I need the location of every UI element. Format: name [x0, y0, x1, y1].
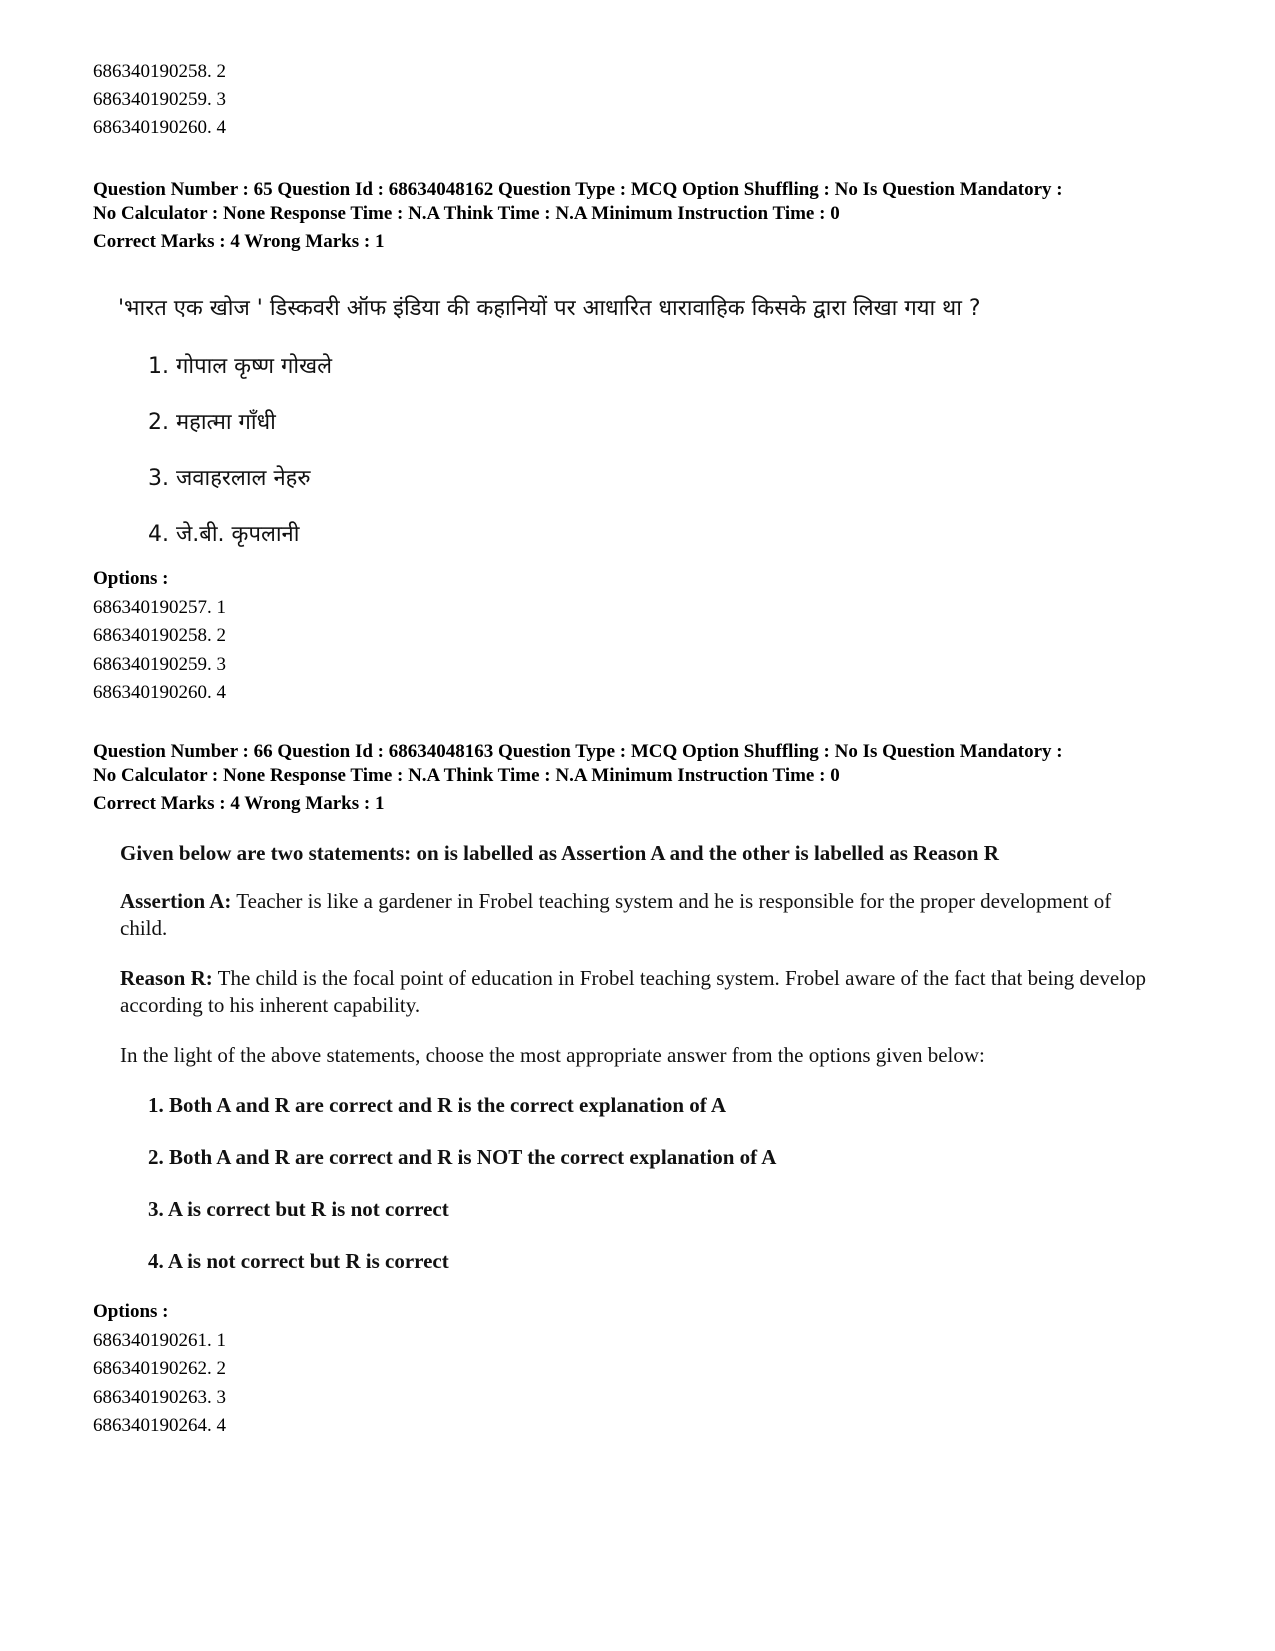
q66-intro: Given below are two statements: on is labelled as Assertion A and the other is labelled as Reason R: [120, 841, 999, 865]
q66-marks: Correct Marks : 4 Wrong Marks : 1: [93, 793, 385, 814]
option-id: 686340190259. 3: [93, 653, 226, 675]
q65-choice-2: 2. महात्मा गाँधी: [148, 410, 276, 435]
q65-header-line2: No Calculator : None Response Time : N.A Think Time : N.A Minimum Instruction Time : 0: [93, 203, 840, 224]
q66-choice-3: 3. A is correct but R is not correct: [148, 1197, 449, 1221]
reason-text: The child is the focal point of education in Frobel teaching system. Frobel aware of the fact that being develop according to his inherent capability.: [120, 966, 1146, 1017]
q65-header: [93, 178, 1203, 226]
q66-header-line2: No Calculator : None Response Time : N.A Think Time : N.A Minimum Instruction Time : 0: [93, 765, 840, 786]
option-id: 686340190262. 2: [93, 1358, 226, 1379]
q65-choice-3: 3. जवाहरलाल नेहरु: [148, 466, 311, 491]
q65-options: [93, 565, 226, 708]
q65-question-text: 'भारत एक खोज ' डिस्कवरी ऑफ इंडिया की कहानियों पर आधारित धारावाहिक किसके द्वारा लिखा गया था ?: [118, 296, 981, 321]
q65-marks: Correct Marks : 4 Wrong Marks : 1: [93, 231, 385, 252]
q66-choice-2: 2. Both A and R are correct and R is NOT the correct explanation of A: [148, 1145, 777, 1169]
q66-reason: [120, 965, 1150, 1019]
q66-assertion: [120, 888, 1150, 942]
assertion-label: Assertion A:: [120, 889, 232, 913]
q66-header-line1: Question Number : 66 Question Id : 68634048163 Question Type : MCQ Option Shuffling : No Is Question Mandatory :: [93, 741, 1063, 762]
option-id: 686340190263. 3: [93, 1386, 226, 1408]
option-id: 686340190261. 1: [93, 1329, 226, 1351]
q65-choice-1: 1. गोपाल कृष्ण गोखले: [148, 354, 333, 379]
option-id: 686340190260. 4: [93, 682, 226, 703]
options-title: Options :: [93, 568, 169, 589]
q65-choice-4: 4. जे.बी. कृपलानी: [148, 522, 300, 547]
q66-choice-4: 4. A is not correct but R is correct: [148, 1249, 449, 1273]
q66-instruction: In the light of the above statements, choose the most appropriate answer from the options given below:: [120, 1043, 985, 1067]
option-id: 686340190258. 2: [93, 61, 226, 82]
q66-choice-1: 1. Both A and R are correct and R is the correct explanation of A: [148, 1093, 727, 1117]
q66-header: [93, 740, 1203, 788]
option-id: 686340190259. 3: [93, 89, 226, 110]
reason-label: Reason R:: [120, 966, 213, 990]
previous-options-list: [93, 58, 226, 142]
options-title: Options :: [93, 1301, 169, 1322]
q65-header-line1: Question Number : 65 Question Id : 68634048162 Question Type : MCQ Option Shuffling : No Is Question Mandatory :: [93, 179, 1063, 200]
option-id: 686340190257. 1: [93, 596, 226, 618]
option-id: 686340190258. 2: [93, 625, 226, 646]
option-id: 686340190260. 4: [93, 117, 226, 138]
assertion-text: Teacher is like a gardener in Frobel teaching system and he is responsible for the proper development of child.: [120, 889, 1112, 940]
q66-options: [93, 1298, 226, 1441]
option-id: 686340190264. 4: [93, 1415, 226, 1436]
